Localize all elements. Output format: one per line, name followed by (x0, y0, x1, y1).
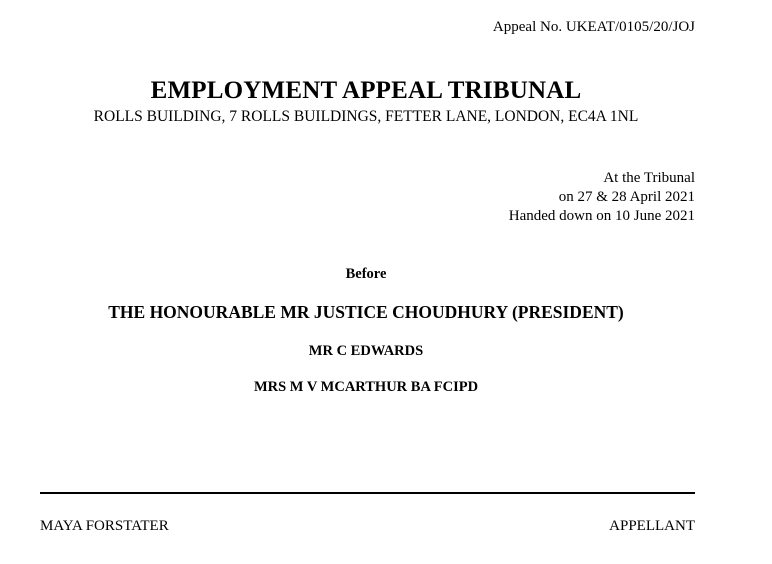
hearing-location: At the Tribunal (603, 170, 695, 186)
section-divider (40, 492, 695, 494)
hearing-details (509, 169, 695, 226)
party-role: APPELLANT (609, 518, 695, 534)
hearing-dates: on 27 & 28 April 2021 (558, 189, 695, 205)
tribunal-title: EMPLOYMENT APPEAL TRIBUNAL (150, 77, 582, 104)
panel-member-1: MR C EDWARDS (308, 343, 424, 359)
party-name: MAYA FORSTATER (40, 518, 169, 534)
judge-name: THE HONOURABLE MR JUSTICE CHOUDHURY (PRESIDENT) (108, 302, 624, 322)
handed-down-date: Handed down on 10 June 2021 (508, 208, 695, 224)
tribunal-address: ROLLS BUILDING, 7 ROLLS BUILDINGS, FETTER LANE, LONDON, EC4A 1NL (93, 108, 639, 125)
panel-member-2: MRS M V MCARTHUR BA FCIPD (253, 379, 479, 395)
appeal-number: Appeal No. UKEAT/0105/20/JOJ (492, 19, 695, 35)
before-label: Before (345, 266, 387, 282)
